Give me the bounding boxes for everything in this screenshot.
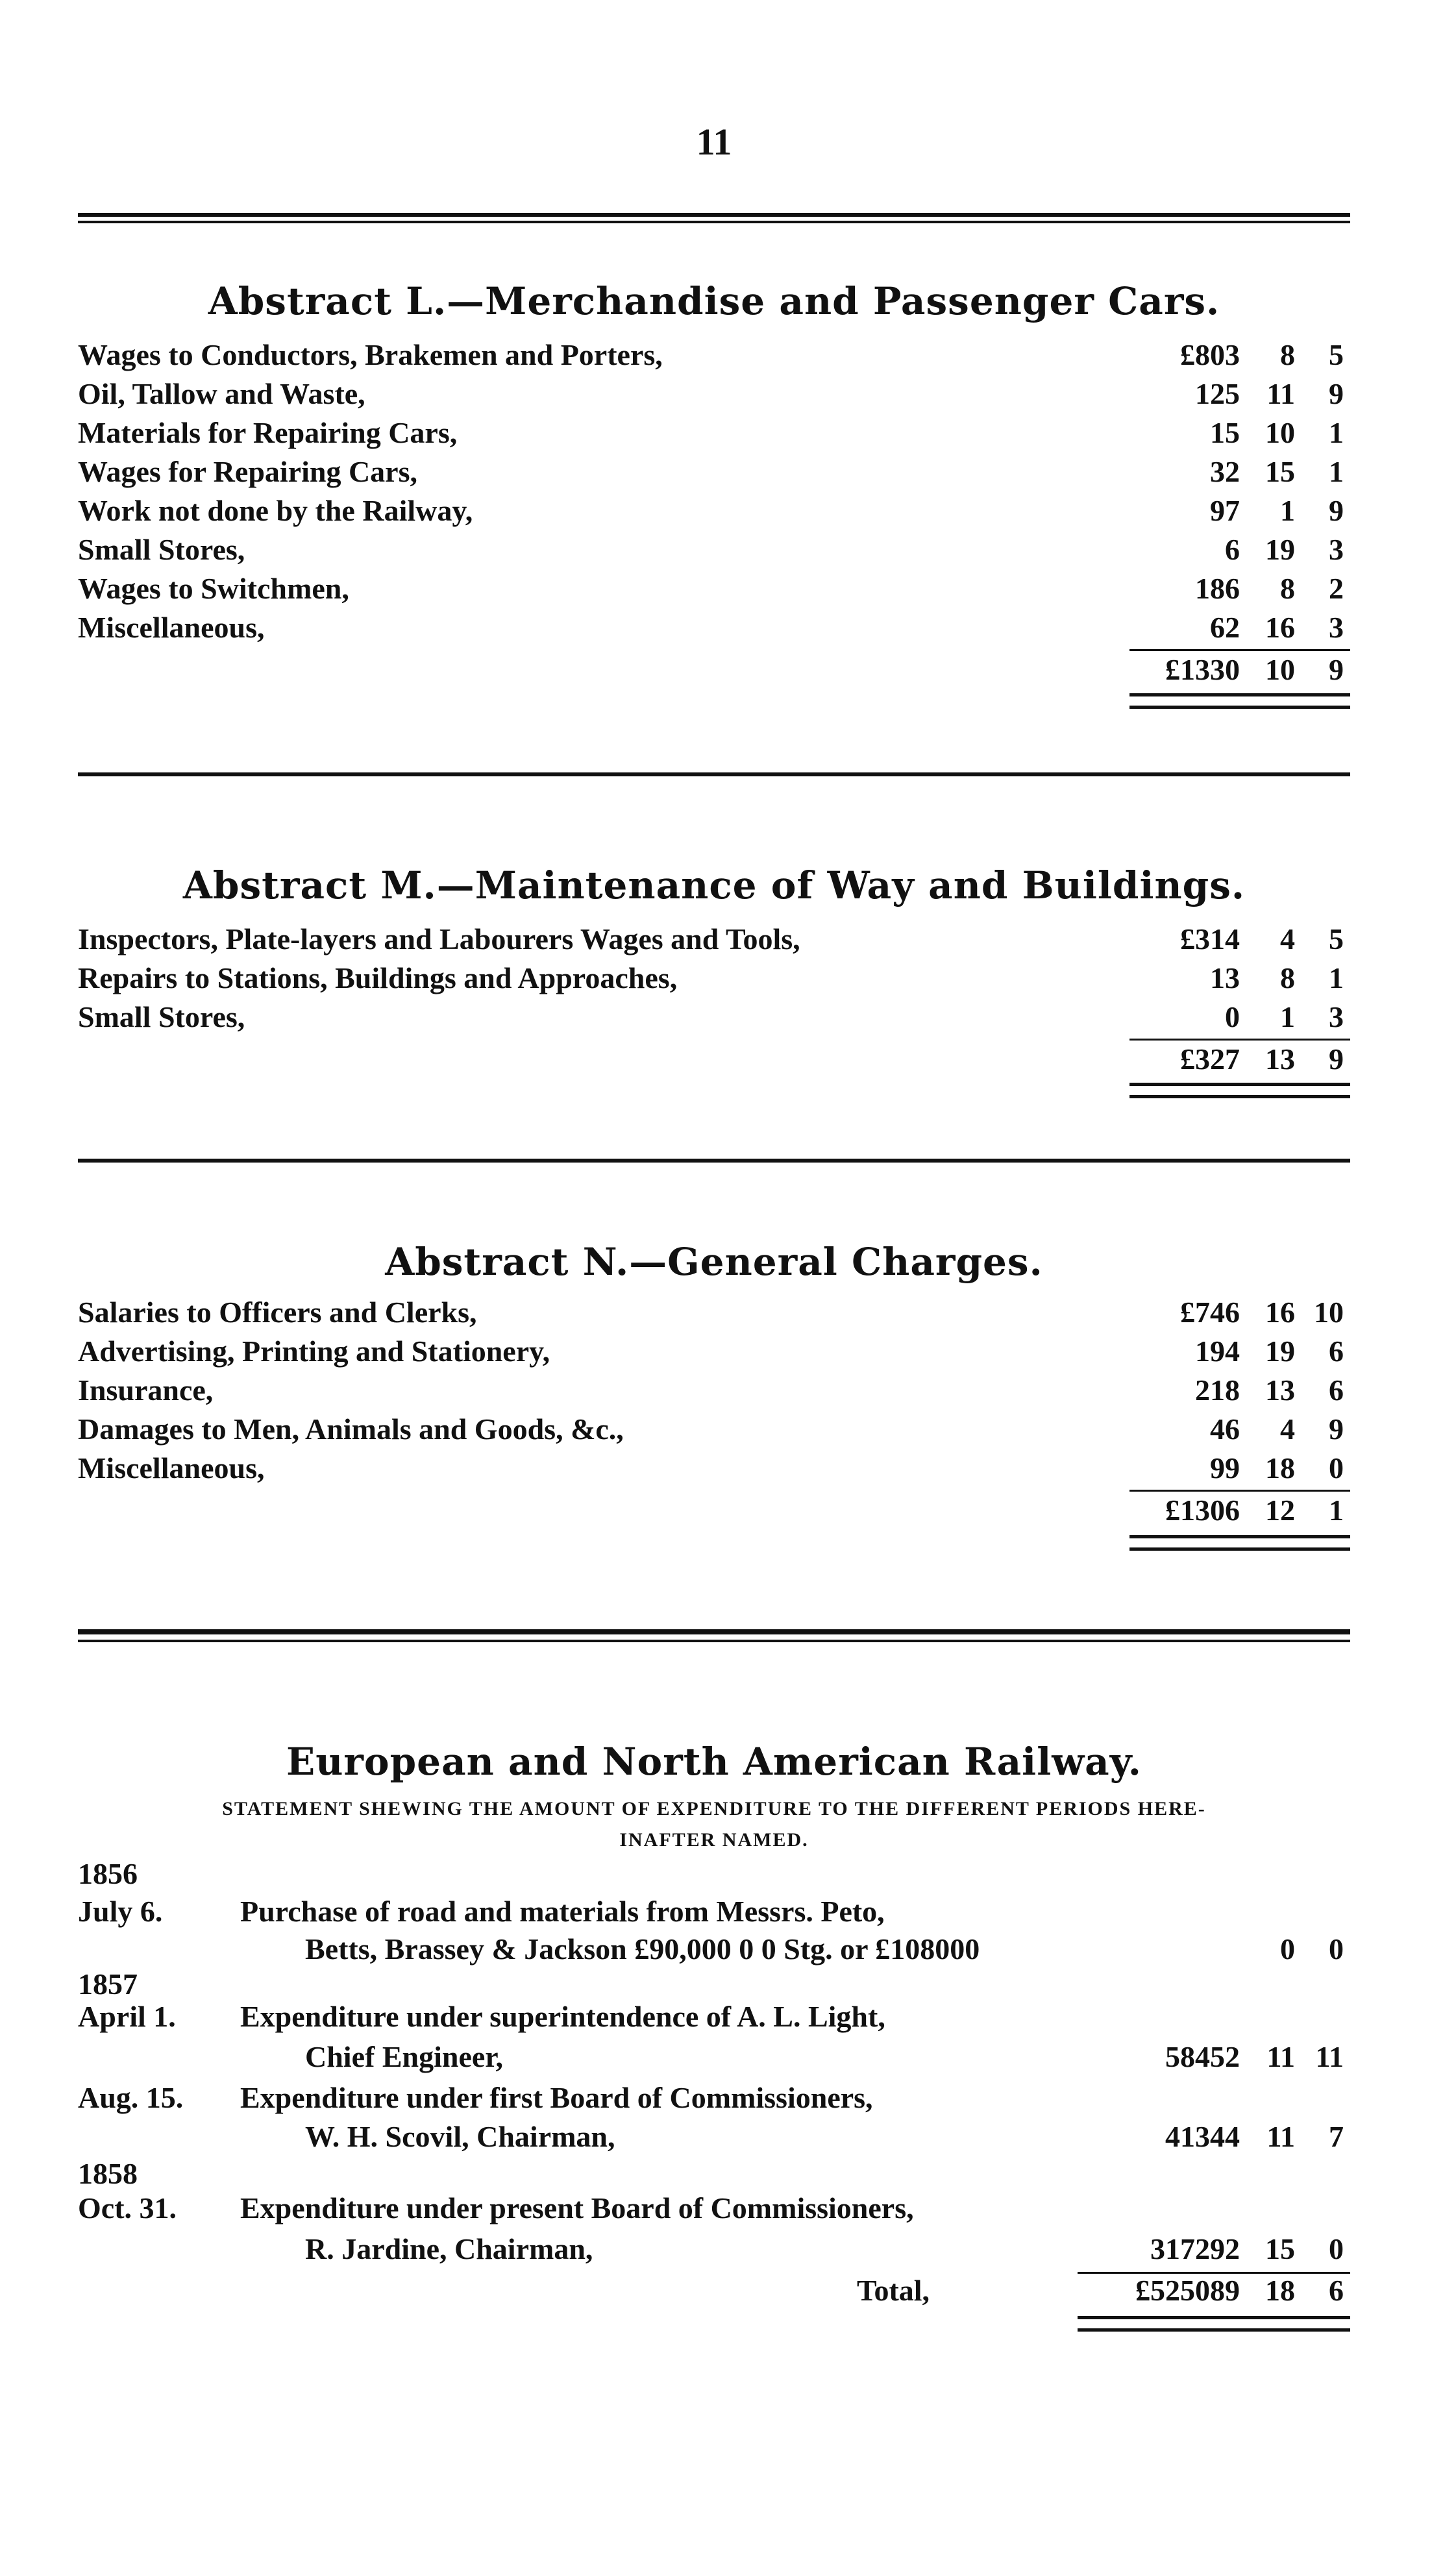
shillings: 1: [1280, 494, 1295, 527]
pence: 5: [1329, 338, 1344, 371]
shillings: 11: [1266, 2120, 1295, 2153]
pence: 0: [1329, 2232, 1344, 2265]
shillings: 13: [1265, 1042, 1295, 1076]
entry-text-cont: Betts, Brassey & Jackson £90,000 0 0 Stg. or £108000: [305, 1932, 980, 1965]
section-rule-thin: [78, 1640, 1350, 1642]
shillings: 16: [1265, 611, 1295, 644]
pounds: 6: [1225, 533, 1240, 566]
abstract-l-row: [78, 454, 1350, 495]
entry-text-cont: Chief Engineer,: [305, 2040, 503, 2073]
abstract-m-row: [78, 961, 1350, 1001]
row-label: Materials for Repairing Cars,: [78, 416, 458, 449]
shillings: 12: [1265, 1494, 1295, 1527]
row-label: Small Stores,: [78, 1000, 245, 1033]
shillings: 8: [1280, 961, 1295, 994]
top-rule-thin: [78, 221, 1350, 223]
pence: 6: [1329, 1374, 1344, 1407]
abstract-l-row: [78, 571, 1350, 611]
row-label: Inspectors, Plate-layers and Labourers Wages and Tools,: [78, 922, 800, 955]
shillings: 16: [1265, 1296, 1295, 1329]
shillings: 11: [1266, 2040, 1295, 2073]
abstract-l-row: [78, 532, 1350, 573]
section-rule: [78, 1159, 1350, 1163]
pence: 9: [1329, 377, 1344, 410]
top-rule: [78, 213, 1350, 217]
abstract-n-row: [78, 1334, 1350, 1374]
abstract-l-row: [78, 610, 1350, 650]
pounds: 0: [1225, 1000, 1240, 1033]
pounds: 317292: [1150, 2232, 1240, 2265]
pence: 3: [1329, 611, 1344, 644]
total-double-rule: [1129, 693, 1350, 709]
pounds: 97: [1210, 494, 1240, 527]
abstract-l-row: [78, 376, 1350, 417]
shillings: 0: [1280, 1932, 1295, 1965]
pence: 0: [1329, 1451, 1344, 1485]
pounds: £314: [1180, 922, 1240, 955]
pounds: 194: [1195, 1335, 1240, 1368]
section-rule: [78, 1629, 1350, 1634]
shillings: 8: [1280, 572, 1295, 605]
shillings: 4: [1280, 1412, 1295, 1446]
pounds: £1306: [1165, 1494, 1240, 1527]
abstract-n-row: [78, 1412, 1350, 1452]
shillings: 11: [1266, 377, 1295, 410]
entry-date: Aug. 15.: [78, 2081, 184, 2114]
subtotal-rule: [1129, 649, 1350, 651]
entry-text: Expenditure under first Board of Commissioners,: [240, 2081, 873, 2114]
pounds: £803: [1180, 338, 1240, 371]
pence: 1: [1329, 1494, 1344, 1527]
abstract-m-total: [78, 1042, 1350, 1082]
abstract-m-title: Abstract M.—Maintenance of Way and Buildings.: [182, 863, 1246, 907]
entry-text-cont: W. H. Scovil, Chairman,: [305, 2120, 615, 2153]
subtotal-rule: [1129, 1490, 1350, 1492]
shillings: 19: [1265, 533, 1295, 566]
shillings: 4: [1280, 922, 1295, 955]
pounds: 62: [1210, 611, 1240, 644]
entry-text-cont: R. Jardine, Chairman,: [305, 2232, 593, 2265]
pence: 6: [1329, 2274, 1344, 2307]
abstract-l-row: [78, 415, 1350, 456]
pounds: 186: [1195, 572, 1240, 605]
document-page: [78, 0, 1350, 2575]
pounds: 58452: [1165, 2040, 1240, 2073]
abstract-n-row: [78, 1373, 1350, 1413]
subtotal-rule: [1129, 1039, 1350, 1041]
abstract-l-row: [78, 493, 1350, 534]
pounds: 125: [1195, 377, 1240, 410]
abstract-l-total: [78, 652, 1350, 693]
pounds: 32: [1210, 455, 1240, 488]
pounds: 99: [1210, 1451, 1240, 1485]
pounds: 218: [1195, 1374, 1240, 1407]
shillings: 18: [1265, 1451, 1295, 1485]
pence: 11: [1315, 2040, 1344, 2073]
row-label: Miscellaneous,: [78, 611, 265, 644]
entry-text: Expenditure under superintendence of A. L. Light,: [240, 2000, 885, 2033]
year-label: 1857: [78, 1967, 138, 2001]
shillings: 15: [1265, 2232, 1295, 2265]
row-label: Damages to Men, Animals and Goods, &c.,: [78, 1412, 624, 1446]
total-label: Total,: [857, 2274, 930, 2307]
pounds: 46: [1210, 1412, 1240, 1446]
total-double-rule: [1129, 1083, 1350, 1098]
entry-date: April 1.: [78, 2000, 176, 2033]
pence: 0: [1329, 1932, 1344, 1965]
pounds: 13: [1210, 961, 1240, 994]
row-label: Oil, Tallow and Waste,: [78, 377, 365, 410]
row-label: Wages to Switchmen,: [78, 572, 349, 605]
entry-date: July 6.: [78, 1895, 163, 1928]
row-label: Repairs to Stations, Buildings and Approaches,: [78, 961, 678, 994]
pounds: £525089: [1135, 2274, 1240, 2307]
pence: 9: [1329, 653, 1344, 686]
entry-text: Purchase of road and materials from Messrs. Peto,: [240, 1895, 885, 1928]
pence: 9: [1329, 1042, 1344, 1076]
pence: 6: [1329, 1335, 1344, 1368]
shillings: 15: [1265, 455, 1295, 488]
pence: 9: [1329, 494, 1344, 527]
pence: 5: [1329, 922, 1344, 955]
total-double-rule: [1129, 1535, 1350, 1551]
row-label: Advertising, Printing and Stationery,: [78, 1335, 550, 1368]
pence: 10: [1314, 1296, 1344, 1329]
abstract-n-row: [78, 1451, 1350, 1491]
entry-text: Expenditure under present Board of Commissioners,: [240, 2191, 914, 2224]
statement-caption: STATEMENT SHEWING THE AMOUNT OF EXPENDITURE TO THE DIFFERENT PERIODS HERE-: [222, 1798, 1206, 1819]
row-label: Salaries to Officers and Clerks,: [78, 1296, 477, 1329]
pence: 9: [1329, 1412, 1344, 1446]
section-rule: [78, 772, 1350, 776]
pounds: £327: [1180, 1042, 1240, 1076]
shillings: 10: [1265, 653, 1295, 686]
shillings: 13: [1265, 1374, 1295, 1407]
entry-date: Oct. 31.: [78, 2191, 177, 2224]
shillings: 10: [1265, 416, 1295, 449]
pence: 2: [1329, 572, 1344, 605]
abstract-m-row: [78, 1000, 1350, 1040]
pounds: £746: [1180, 1296, 1240, 1329]
row-label: Miscellaneous,: [78, 1451, 265, 1485]
abstract-l-row: [78, 338, 1350, 378]
pounds: 41344: [1165, 2120, 1240, 2153]
shillings: 8: [1280, 338, 1295, 371]
page-number: 11: [696, 121, 732, 163]
abstract-n-row: [78, 1295, 1350, 1335]
row-label: Wages for Repairing Cars,: [78, 455, 418, 488]
pence: 1: [1329, 416, 1344, 449]
abstract-n-total: [78, 1493, 1350, 1533]
shillings: 19: [1265, 1335, 1295, 1368]
row-label: Work not done by the Railway,: [78, 494, 473, 527]
total-double-rule: [1078, 2316, 1350, 2332]
pence: 3: [1329, 1000, 1344, 1033]
shillings: 1: [1280, 1000, 1295, 1033]
pence: 7: [1329, 2120, 1344, 2153]
pounds: £1330: [1165, 653, 1240, 686]
pence: 1: [1329, 961, 1344, 994]
pence: 1: [1329, 455, 1344, 488]
row-label: Small Stores,: [78, 533, 245, 566]
abstract-m-row: [78, 922, 1350, 962]
abstract-l-title: Abstract L.—Merchandise and Passenger Cars.: [208, 279, 1220, 323]
statement-caption-cont: INAFTER NAMED.: [619, 1829, 809, 1851]
year-label: 1856: [78, 1857, 138, 1890]
pence: 3: [1329, 533, 1344, 566]
shillings: 18: [1265, 2274, 1295, 2307]
statement-title: European and North American Railway.: [286, 1740, 1142, 1784]
pounds: 15: [1210, 416, 1240, 449]
year-label: 1858: [78, 2157, 138, 2190]
row-label: Wages to Conductors, Brakemen and Porters,: [78, 338, 663, 371]
abstract-n-title: Abstract N.—General Charges.: [385, 1240, 1043, 1284]
row-label: Insurance,: [78, 1374, 214, 1407]
